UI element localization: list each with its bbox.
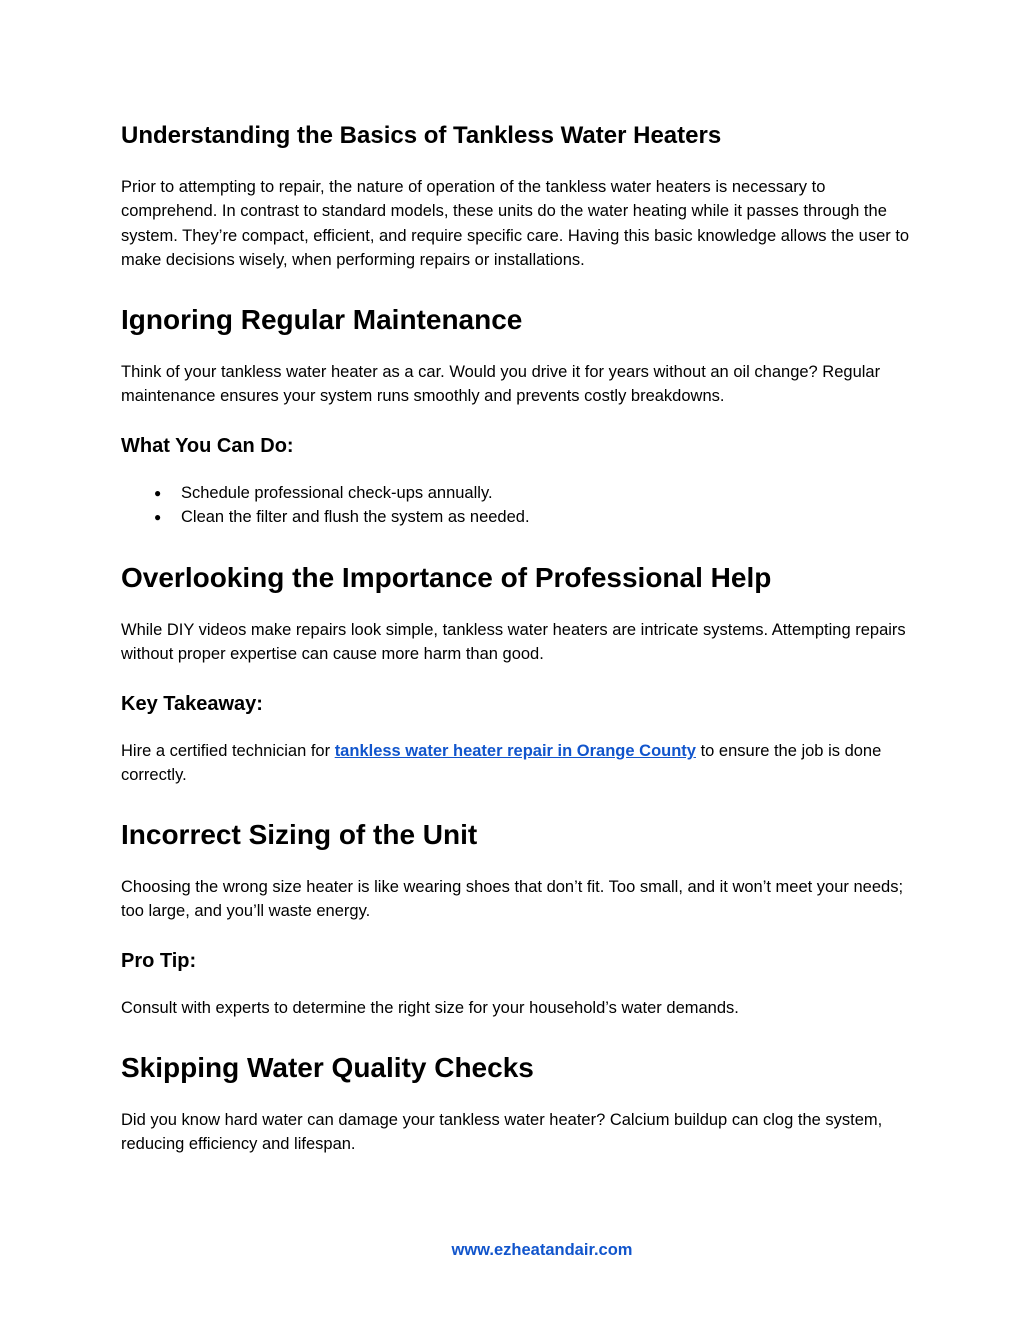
pro-tip-text: Consult with experts to determine the right size for your household’s water demands. bbox=[121, 999, 739, 1017]
section-heading-professional-help: Overlooking the Importance of Professional Help bbox=[121, 562, 772, 593]
footer-website-link[interactable]: www.ezheatandair.com bbox=[451, 1241, 633, 1259]
bullet-icon: ● bbox=[154, 510, 162, 525]
section-heading-maintenance: Ignoring Regular Maintenance bbox=[121, 304, 523, 335]
key-takeaway-text bbox=[121, 739, 911, 788]
section-paragraph-basics: Prior to attempting to repair, the nature of operation of the tankless water heaters is necessary to comprehend. In contrast to standard models, these units do the water heating while it passes through the system. They’re compact, efficient, and require specific care. Having this basic knowledge allows the user to make decisions wisely, when performing repairs or installations. bbox=[121, 178, 910, 269]
subheading-key-takeaway: Key Takeaway: bbox=[121, 693, 263, 715]
section-paragraph-water-quality: Did you know hard water can damage your tankless water heater? Calcium buildup can clog the system, reducing efficiency and lifespan. bbox=[121, 1111, 883, 1154]
list-item-text: Schedule professional check-ups annually. bbox=[181, 484, 493, 502]
section-paragraph-sizing: Choosing the wrong size heater is like wearing shoes that don’t fit. Too small, and it won’t meet your needs; too large, and you’ll waste energy. bbox=[121, 878, 904, 921]
orange-county-repair-link[interactable]: tankless water heater repair in Orange County bbox=[334, 742, 696, 760]
maintenance-bullet-list bbox=[121, 481, 530, 530]
subheading-pro-tip: Pro Tip: bbox=[121, 950, 197, 972]
section-heading-water-quality: Skipping Water Quality Checks bbox=[121, 1052, 534, 1083]
key-takeaway-text-before: Hire a certified technician for bbox=[121, 742, 335, 760]
section-paragraph-professional-help: While DIY videos make repairs look simple, tankless water heaters are intricate systems. Attempting repairs without proper expertise can cause more harm than good. bbox=[121, 621, 906, 664]
subheading-what-you-can-do: What You Can Do: bbox=[121, 435, 294, 457]
list-item bbox=[121, 505, 530, 529]
section-paragraph-maintenance: Think of your tankless water heater as a car. Would you drive it for years without an oil change? Regular maintenance ensures your system runs smoothly and prevents costly breakdowns. bbox=[121, 363, 881, 406]
list-item-text: Clean the filter and flush the system as needed. bbox=[181, 508, 530, 527]
list-item bbox=[121, 481, 530, 505]
bullet-icon: ● bbox=[154, 486, 162, 500]
key-takeaway-text-after: to ensure the job is done correctly. bbox=[121, 742, 882, 785]
section-heading-basics: Understanding the Basics of Tankless Water Heaters bbox=[121, 122, 722, 149]
section-heading-sizing: Incorrect Sizing of the Unit bbox=[121, 819, 478, 850]
